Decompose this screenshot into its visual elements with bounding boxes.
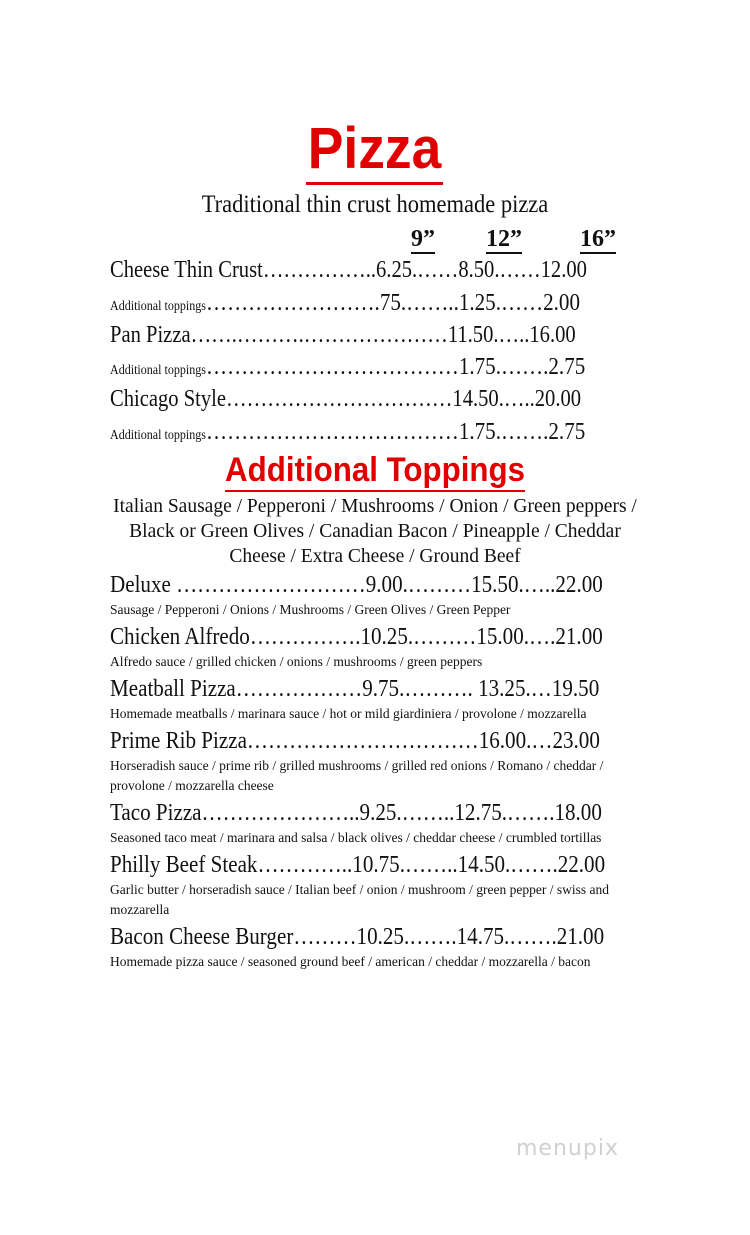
price-row-cheese-thin-crust: Cheese Thin Crust……………..6.25.……8.50.……12.00 [110, 256, 587, 283]
menupix-watermark: menupix [516, 1136, 619, 1161]
specialty-taco-pizza: Taco Pizza…………………..9.25.……..12.75.…….18.00 [110, 799, 602, 826]
specialty-chicken-alfredo: Chicken Alfredo…………….10.25.………15.00.….21.00 [110, 623, 603, 650]
size-header-9: 9” [411, 226, 435, 252]
specialty-meatball-pizza: Meatball Pizza………………9.75.………. 13.25.…19.50 [110, 675, 600, 702]
specialty-description: Homemade pizza sauce / seasoned ground beef / american / cheddar / mozzarella / bacon [110, 954, 591, 969]
specialty-description: Seasoned taco meat / marinara and salsa / black olives / cheddar cheese / crumbled tortillas [110, 830, 602, 845]
toppings-heading: Additional Toppings [0, 450, 750, 492]
specialty-description: Alfredo sauce / grilled chicken / onions / mushrooms / green peppers [110, 654, 483, 669]
price-row-chicago-style: Chicago Style……………………………14.50.…..20.00 [110, 385, 582, 412]
price-row-additional-toppings: Additional toppings………………………………1.75.…….2.75 [110, 353, 586, 380]
specialty-description: Horseradish sauce / prime rib / grilled mushrooms / grilled red onions / Romano / cheddar / provolone / mozzarella cheese [110, 758, 604, 793]
specialty-bacon-cheese-burger: Bacon Cheese Burger………10.25.…….14.75.…….21.00 [110, 923, 605, 950]
specialty-description: Sausage / Pepperoni / Onions / Mushrooms / Green Olives / Green Pepper [110, 602, 511, 617]
size-header-16: 16” [580, 226, 616, 252]
specialty-philly-beef-steak: Philly Beef Steak…………..10.75.……..14.50.…….22.00 [110, 851, 606, 878]
specialty-description: Garlic butter / horseradish sauce / Italian beef / onion / mushroom / green pepper / swiss and mozzarella [110, 882, 609, 917]
price-row-additional-toppings: Additional toppings…………………….75.……..1.25.……2.00 [110, 289, 580, 316]
size-header-12: 12” [486, 226, 522, 252]
specialty-description: Homemade meatballs / marinara sauce / hot or mild giardiniera / provolone / mozzarella [110, 706, 587, 721]
page-title: Pizza [0, 116, 750, 185]
specialty-deluxe: Deluxe ………………………9.00.………15.50.…..22.00 [110, 571, 603, 598]
price-row-additional-toppings: Additional toppings………………………………1.75.…….2.75 [110, 418, 586, 445]
toppings-list: Italian Sausage / Pepperoni / Mushrooms / Onion / Green peppers / Black or Green Olives / Canadian Bacon / Pineapple / Cheddar Cheese / Extra Cheese / Ground Beef [113, 496, 637, 567]
subtitle: Traditional thin crust homemade pizza [201, 191, 549, 218]
price-row-pan-pizza: Pan Pizza…….……….…………………11.50.…..16.00 [110, 321, 576, 348]
specialty-prime-rib-pizza: Prime Rib Pizza……………………………16.00.…23.00 [110, 727, 600, 754]
